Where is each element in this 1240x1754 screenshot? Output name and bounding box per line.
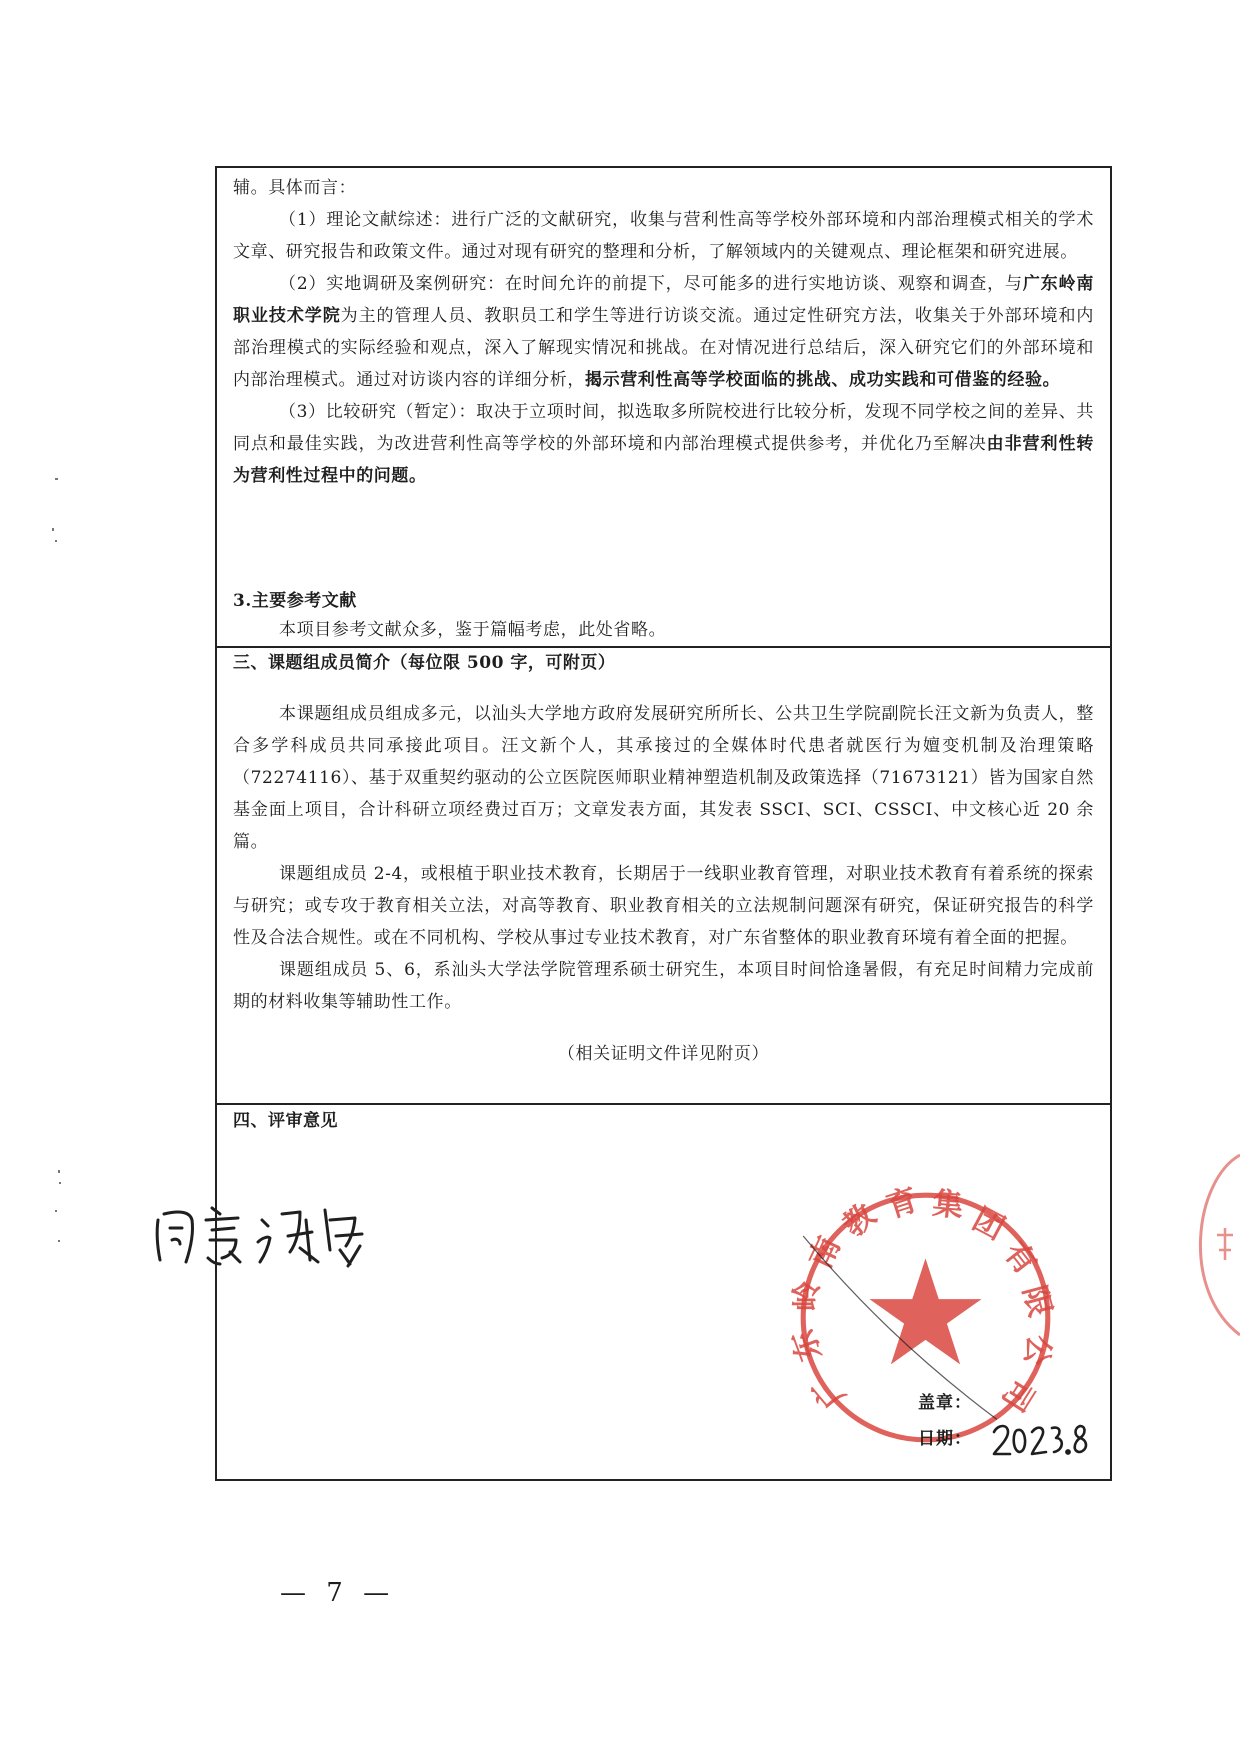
svg-text:岭: 岭 bbox=[789, 1280, 826, 1312]
method-item-2: （2）实地调研及案例研究：在时间允许的前提下，尽可能多的进行实地访谈、观察和调查，与广东岭南职业技术学院为主的管理人员、教职员工和学生等进行访谈交流。通过定性研究方法，收集关于外部环境和内部治理模式的实际经验和观点，深入了解现实情况和挑战。在对情况进行总结后，深入研究它们的外部环境和内部治理模式。通过对访谈内容的详细分析，揭示营利性高等学校面临的挑战、成功实践和可借鉴的经验。 bbox=[233, 274, 1094, 390]
partial-seal-edge bbox=[1185, 1150, 1240, 1340]
members-paragraph-2: 课题组成员 2-4，或根植于职业技术教育，长期居于一线职业教育管理，对职业技术教育有着系统的探索与研究；或专攻于教育相关立法，对高等教育、职业教育相关的立法规制问题深有研究，保证研究报告的科学性及合法合规性。或在不同机构、学校从事过专业技术教育，对广东省整体的职业教育环境有着全面的把握。 bbox=[233, 864, 1094, 948]
method-item-3: （3）比较研究（暂定）：取决于立项时间，拟选取多所院校进行比较分析，发现不同学校之间的差异、共同点和最佳实践，为改进营利性高等学校的外部环境和内部治理模式提供参考，并优化乃至解决由非营利性转为营利性过程中的问题。 bbox=[233, 402, 1095, 486]
svg-text:东: 东 bbox=[784, 1324, 830, 1366]
members-paragraph-1: 本课题组成员组成多元，以汕头大学地方政府发展研究所所长、公共卫生学院副院长汪文新为负责人，整合多学科成员共同承接此项目。汪文新个人，其承接过的全媒体时代患者就医行为嬗变机制及治理策略（72274116）、基于双重契约驱动的公立医院医师职业精神塑造机制及政策选择（71673121）皆为国家自然基金面上项目，合计科研立项经费过百万；文章发表方面，其发表 SSCI、SCI、CSSCI、中文核心近 20 余篇。 bbox=[233, 704, 1094, 852]
handwritten-date bbox=[990, 1418, 1100, 1464]
svg-text:广: 广 bbox=[804, 1368, 853, 1415]
svg-text:集: 集 bbox=[930, 1185, 965, 1225]
svg-text:公: 公 bbox=[1017, 1332, 1058, 1368]
section3-title: 三、课题组成员简介（每位限 500 字，可附页） bbox=[233, 653, 616, 673]
research-methods-block bbox=[217, 172, 1110, 492]
members-paragraph-3: 课题组成员 5、6，系汕头大学法学院管理系硕士研究生，本项目时间恰逢暑假，有充足时间精力完成前期的材料收集等辅助性工作。 bbox=[233, 960, 1094, 1012]
attachment-note: （相关证明文件详见附页） bbox=[557, 1044, 770, 1064]
svg-text:限: 限 bbox=[1015, 1281, 1059, 1321]
scan-specks bbox=[0, 0, 120, 1754]
svg-text:教: 教 bbox=[836, 1196, 883, 1245]
svg-text:南: 南 bbox=[802, 1231, 848, 1274]
section4-review bbox=[217, 1106, 1110, 1136]
svg-text:团: 团 bbox=[966, 1201, 1011, 1248]
svg-text:育: 育 bbox=[882, 1181, 923, 1226]
date-label: 日期： bbox=[918, 1429, 972, 1449]
svg-text:司: 司 bbox=[994, 1372, 1041, 1418]
svg-text:有: 有 bbox=[996, 1235, 1044, 1282]
page-number: — 7 — bbox=[280, 1578, 396, 1608]
section3-members bbox=[217, 648, 1110, 1068]
references-block bbox=[217, 586, 1110, 644]
methods-intro: 辅。具体而言： bbox=[233, 178, 357, 198]
references-title: 3.主要参考文献 bbox=[233, 591, 357, 611]
references-text: 本项目参考文献众多，鉴于篇幅考虑，此处省略。 bbox=[279, 620, 667, 640]
method-item-1: （1）理论文献综述：进行广泛的文献研究，收集与营利性高等学校外部环境和内部治理模式相关的学术文章、研究报告和政策文件。通过对现有研究的整理和分析，了解领域内的关键观点、理论框架和研究进展。 bbox=[233, 210, 1094, 262]
handwritten-opinion bbox=[150, 1200, 370, 1270]
seal-label: 盖章： bbox=[918, 1393, 972, 1413]
section4-title: 四、评审意见 bbox=[233, 1111, 338, 1131]
divider-section4 bbox=[217, 1103, 1110, 1105]
